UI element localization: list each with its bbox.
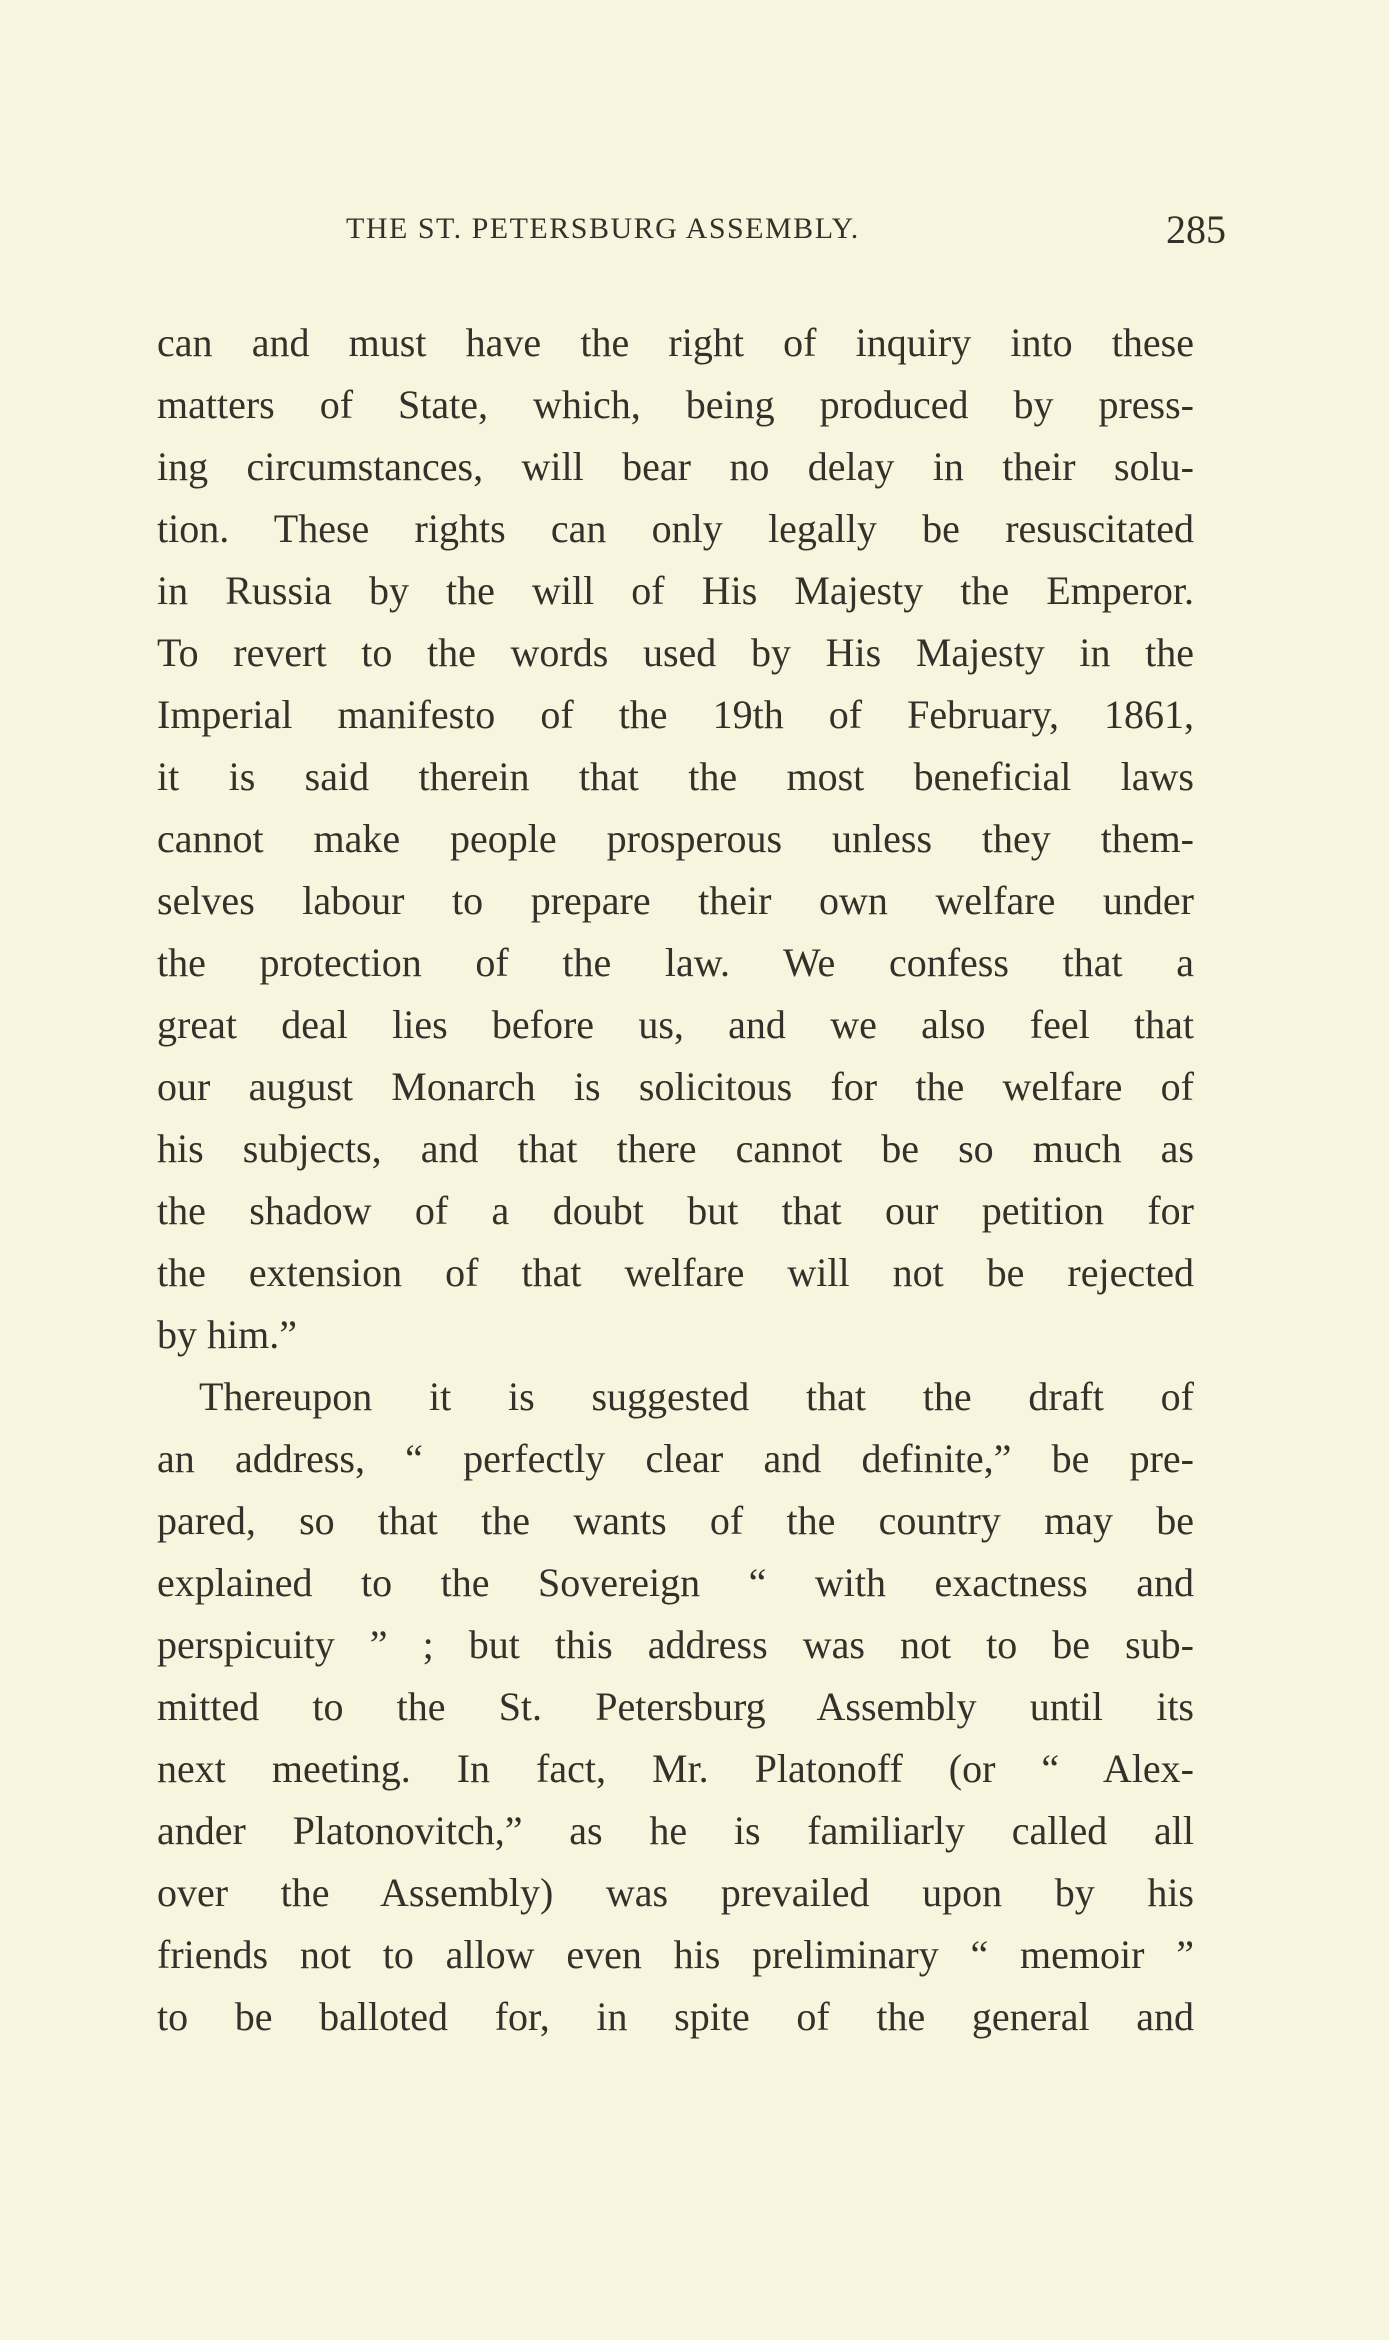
text-line: ing circumstances, will bear no delay in their solu-: [157, 444, 1194, 489]
text-line: in Russia by the will of His Majesty the Emperor.: [157, 568, 1194, 613]
text-line: it is said therein that the most beneficial laws: [157, 754, 1194, 799]
text-line: pared, so that the wants of the country may be: [157, 1498, 1194, 1543]
text-line: matters of State, which, being produced by press-: [157, 382, 1194, 427]
text-line: perspicuity ” ; but this address was not to be sub-: [157, 1622, 1194, 1667]
text-line: mitted to the St. Petersburg Assembly until its: [157, 1684, 1194, 1729]
text-line: the extension of that welfare will not be rejected: [157, 1250, 1194, 1295]
text-line: to be balloted for, in spite of the general and: [157, 1994, 1194, 2039]
text-line: an address, “ perfectly clear and definite,” be pre-: [157, 1436, 1194, 1481]
text-line: the shadow of a doubt but that our petition for: [157, 1188, 1194, 1233]
text-line: selves labour to prepare their own welfare under: [157, 878, 1194, 923]
body-text: [157, 312, 1194, 2048]
text-line: Thereupon it is suggested that the draft of: [199, 1374, 1194, 1419]
text-line: next meeting. In fact, Mr. Platonoff (or “ Alex-: [157, 1746, 1194, 1791]
text-line: the protection of the law. We confess that a: [157, 940, 1194, 985]
text-line: friends not to allow even his preliminary “ memoir ”: [157, 1932, 1194, 1977]
running-header: [346, 207, 1226, 262]
text-line: tion. These rights can only legally be resuscitated: [157, 506, 1194, 551]
text-line: cannot make people prosperous unless they them-: [157, 816, 1194, 861]
text-line: over the Assembly) was prevailed upon by his: [157, 1870, 1194, 1915]
running-title: THE ST. PETERSBURG ASSEMBLY.: [346, 212, 860, 245]
text-line: our august Monarch is solicitous for the welfare of: [157, 1064, 1194, 1109]
text-line: by him.”: [157, 1312, 297, 1357]
text-line: explained to the Sovereign “ with exactness and: [157, 1560, 1194, 1605]
text-line: great deal lies before us, and we also feel that: [157, 1002, 1194, 1047]
text-line: Imperial manifesto of the 19th of February, 1861,: [157, 692, 1194, 737]
text-line: can and must have the right of inquiry into these: [157, 320, 1194, 365]
page-number: 285: [1166, 207, 1226, 252]
text-line: To revert to the words used by His Majesty in the: [157, 630, 1194, 675]
text-line: his subjects, and that there cannot be so much as: [157, 1126, 1194, 1171]
text-line: ander Platonovitch,” as he is familiarly called all: [157, 1808, 1194, 1853]
